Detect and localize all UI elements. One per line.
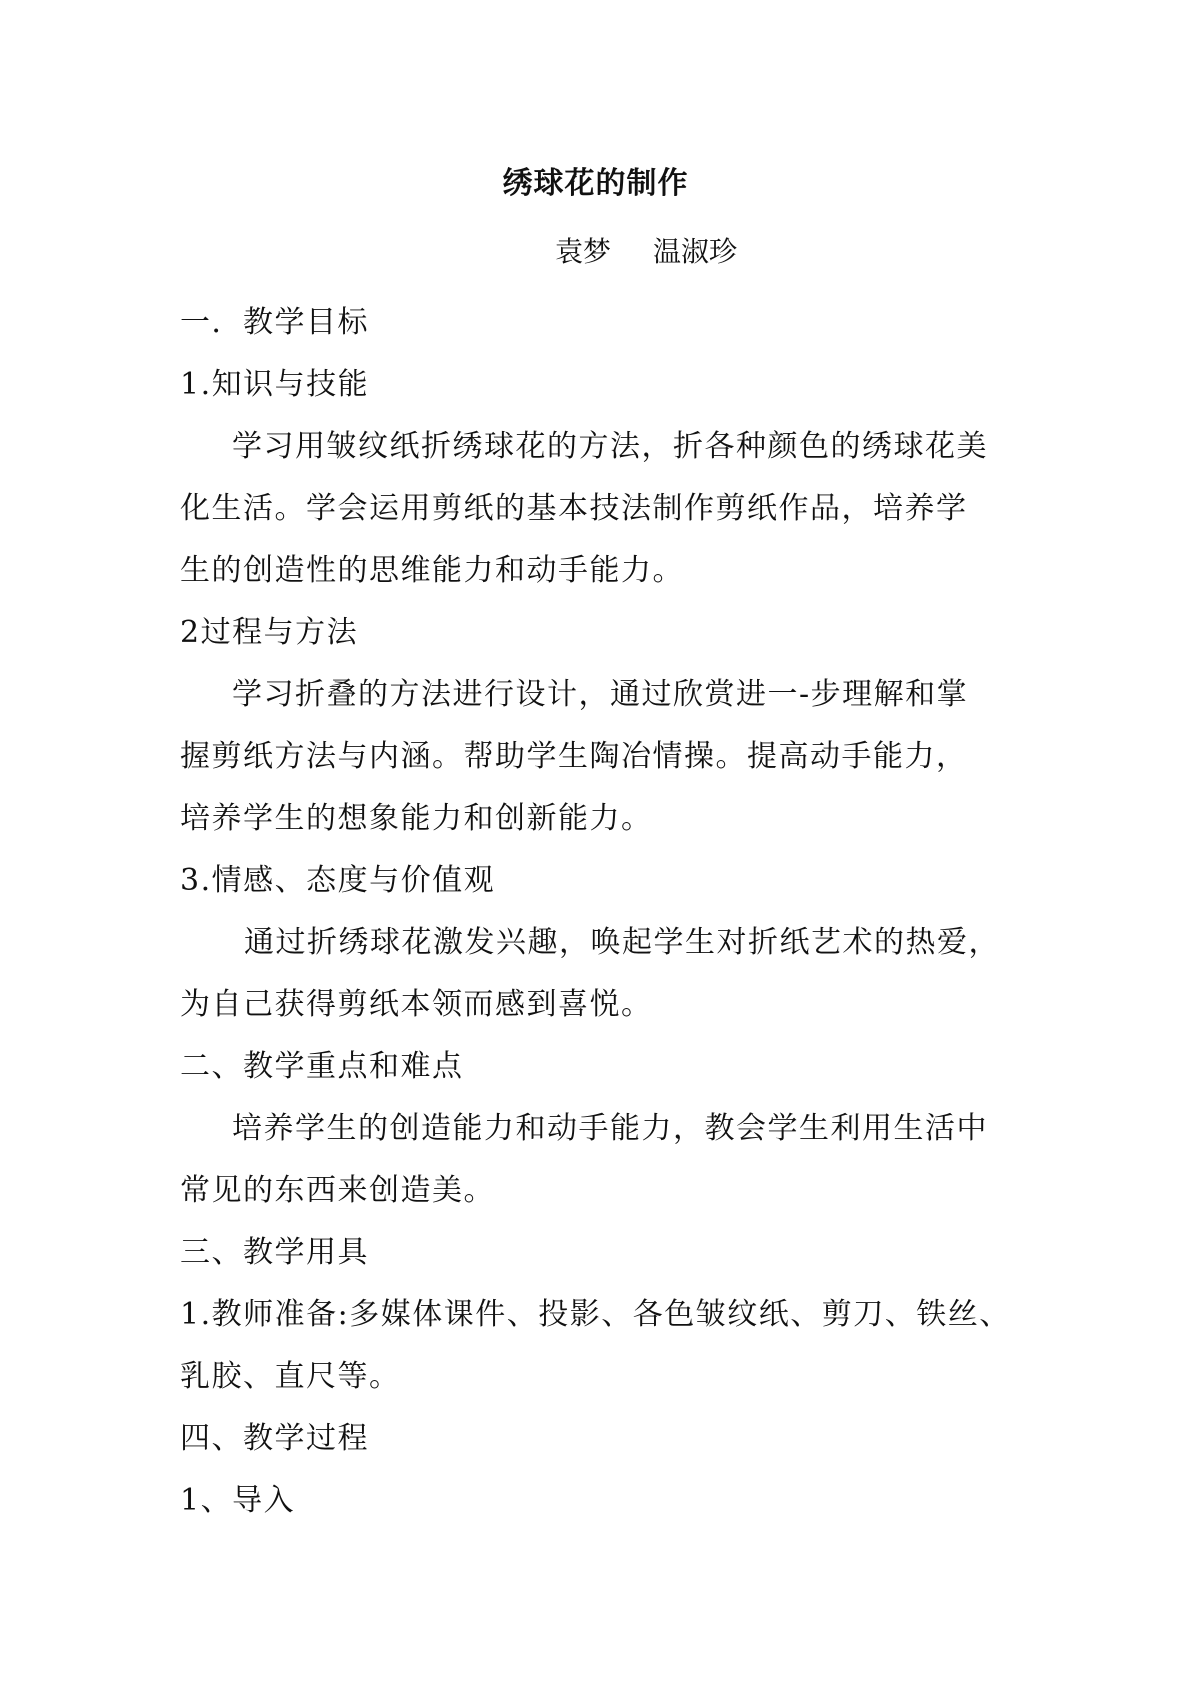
author-line	[555, 232, 737, 272]
section-heading: 四、教学过程	[180, 1421, 369, 1456]
document-body	[180, 292, 1010, 1532]
subsection-heading: 2过程与方法	[180, 615, 359, 650]
paragraph-line: 化生活。学会运用剪纸的基本技法制作剪纸作品，培养学	[180, 491, 968, 526]
paragraph-line: 为自己获得剪纸本领而感到喜悦。	[180, 987, 653, 1022]
paragraph-line: 1.教师准备:多媒体课件、投影、各色皱纹纸、剪刀、铁丝、	[180, 1297, 1011, 1332]
paragraph-line: 握剪纸方法与内涵。帮助学生陶冶情操。提高动手能力，	[180, 739, 968, 774]
paragraph-line: 学习折叠的方法进行设计，通过欣赏进一-步理解和掌	[232, 677, 969, 712]
author-name: 温淑珍	[653, 235, 738, 268]
paragraph-line: 乳胶、直尺等。	[180, 1359, 401, 1394]
document-title: 绣球花的制作	[502, 166, 689, 201]
subsection-heading: 1、导入	[180, 1483, 296, 1518]
paragraph-line: 生的创造性的思维能力和动手能力。	[180, 553, 684, 588]
subsection-heading: 1.知识与技能	[180, 367, 370, 402]
section-heading: 一．教学目标	[180, 305, 369, 340]
subsection-heading: 3.情感、态度与价值观	[180, 863, 496, 898]
paragraph-line: 培养学生的想象能力和创新能力。	[180, 801, 653, 836]
author-name: 袁梦	[555, 235, 612, 268]
section-heading: 二、教学重点和难点	[180, 1049, 464, 1084]
paragraph-line: 通过折绣球花激发兴趣，唤起学生对折纸艺术的热爱，	[244, 925, 1000, 960]
section-heading: 三、教学用具	[180, 1235, 369, 1270]
paragraph-line: 学习用皱纹纸折绣球花的方法，折各种颜色的绣球花美	[232, 429, 988, 464]
paragraph-line: 常见的东西来创造美。	[180, 1173, 495, 1208]
paragraph-line: 培养学生的创造能力和动手能力，教会学生利用生活中	[232, 1111, 988, 1146]
